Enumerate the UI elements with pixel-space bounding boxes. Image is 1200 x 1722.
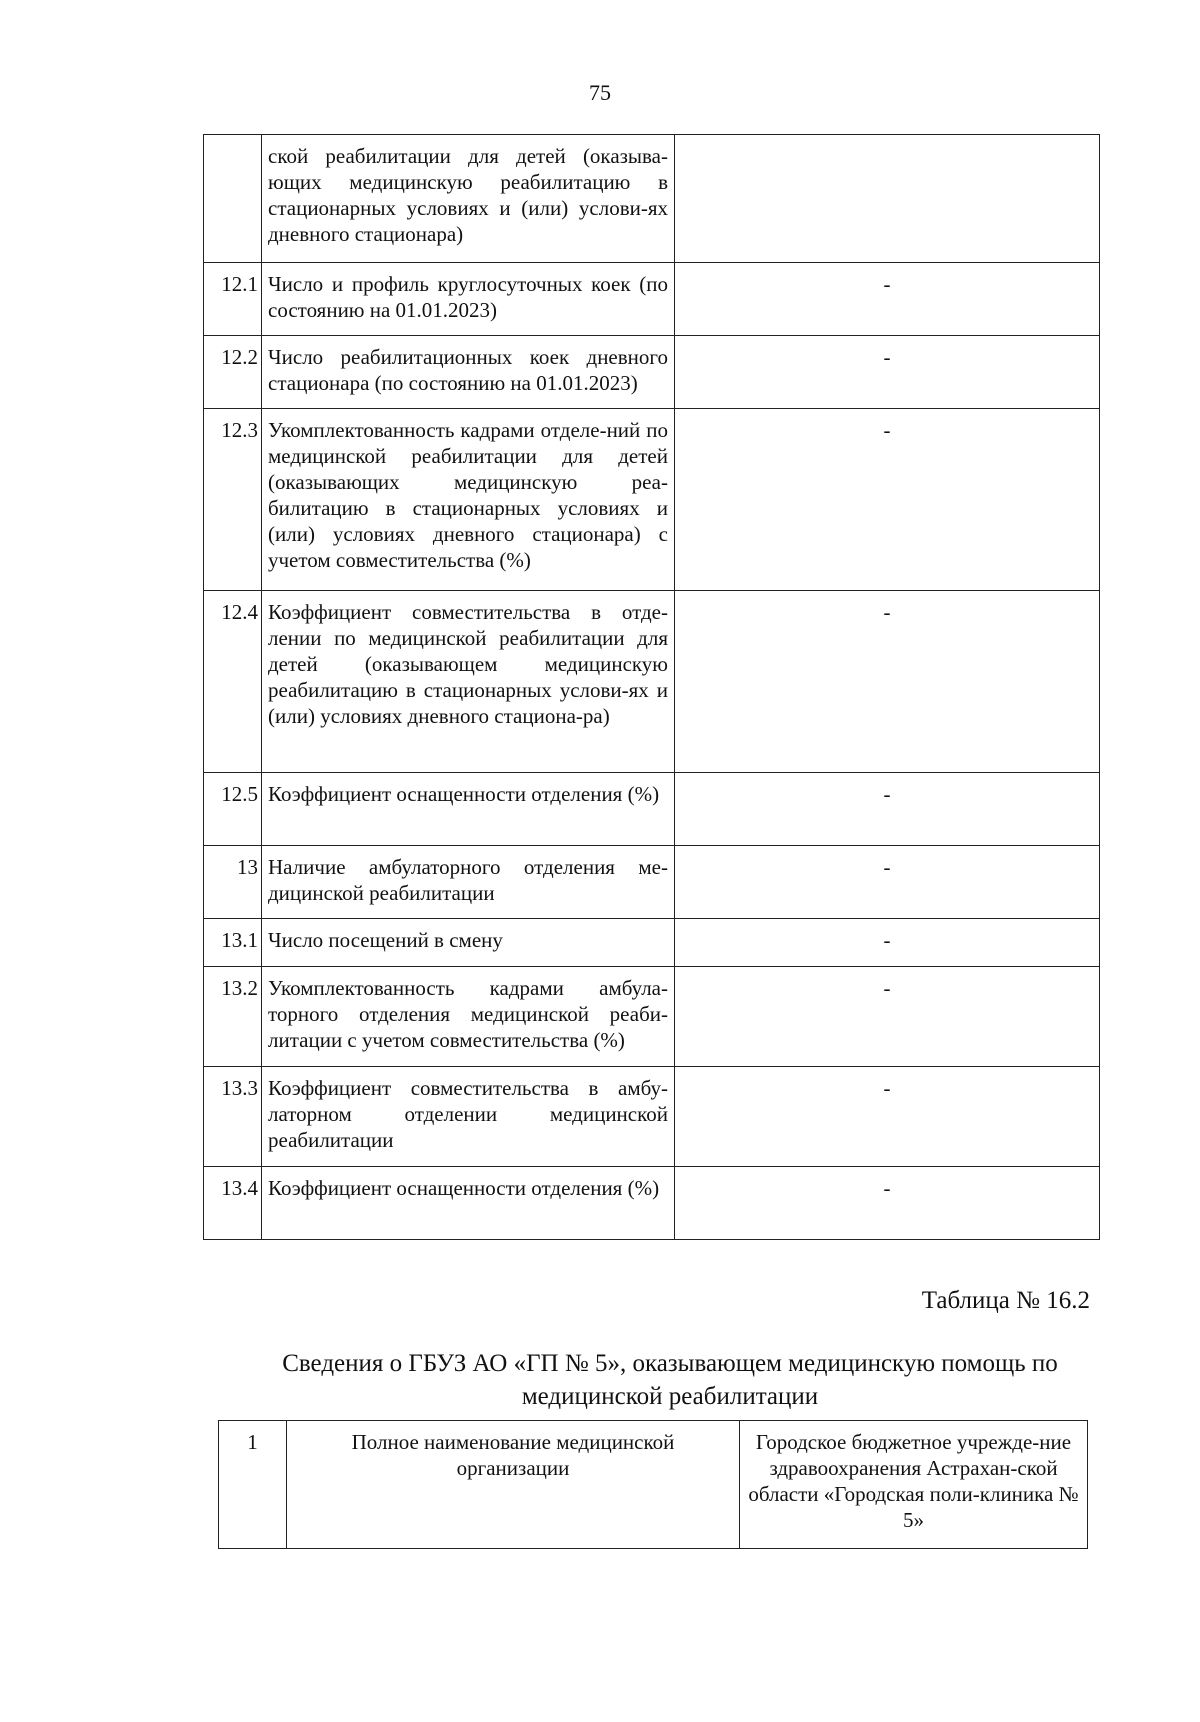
row-value: -: [675, 773, 1100, 846]
section-title: Сведения о ГБУЗ АО «ГП № 5», оказывающем медицинскую помощь по медицинской реабилитации: [282, 1350, 1058, 1410]
row-description: Коэффициент совместительства в амбу-латорном отделении медицинской реабилитации: [262, 1067, 675, 1167]
row-value: -: [675, 591, 1100, 773]
row-description: ской реабилитации для детей (оказыва-ющих медицинскую реабилитацию в стационарных условиях и (или) услови-ях дневного стационара): [262, 135, 675, 263]
row-value: [675, 135, 1100, 263]
row-number: 1: [219, 1421, 287, 1549]
row-number: 12.1: [204, 263, 262, 336]
indicators-table: [203, 134, 1100, 1240]
row-description: Коэффициент оснащенности отделения (%): [262, 773, 675, 846]
table-row: [204, 846, 1100, 919]
table-row: [204, 773, 1100, 846]
row-description: Коэффициент совместительства в отде-лении по медицинской реабилитации для детей (оказывающем медицинскую реабилитацию в стационарных услови-ях и (или) условиях дневного стациона-ра): [262, 591, 675, 773]
table-row: [204, 967, 1100, 1067]
table-row: [204, 591, 1100, 773]
row-number: 13.3: [204, 1067, 262, 1167]
row-number: 13.2: [204, 967, 262, 1067]
table-row: [204, 135, 1100, 263]
row-number: 13.4: [204, 1167, 262, 1240]
row-description: Число реабилитационных коек дневного стационара (по состоянию на 01.01.2023): [262, 336, 675, 409]
row-value: -: [675, 846, 1100, 919]
table-row: [204, 1167, 1100, 1240]
row-number: [204, 135, 262, 263]
table-row: [219, 1421, 1088, 1549]
row-value: -: [675, 919, 1100, 967]
row-number: 13: [204, 846, 262, 919]
row-label: Полное наименование медицинской организации: [287, 1421, 740, 1549]
row-value: -: [675, 1167, 1100, 1240]
row-description: Укомплектованность кадрами отделе-ний по медицинской реабилитации для детей (оказывающих медицинскую реа-билитацию в стационарных условиях и (или) условиях дневного стационара) с учетом совместительства (%): [262, 409, 675, 591]
row-description: Укомплектованность кадрами амбула-торного отделения медицинской реаби-литации с учетом совместительства (%): [262, 967, 675, 1067]
table-caption: Таблица № 16.2: [921, 1287, 1090, 1314]
organization-table: [218, 1420, 1088, 1549]
row-value: -: [675, 409, 1100, 591]
table-row: [204, 919, 1100, 967]
row-description: Число посещений в смену: [262, 919, 675, 967]
row-number: 12.3: [204, 409, 262, 591]
row-number: 12.4: [204, 591, 262, 773]
table-row: [204, 263, 1100, 336]
row-number: 12.5: [204, 773, 262, 846]
row-number: 13.1: [204, 919, 262, 967]
row-value: -: [675, 1067, 1100, 1167]
table-row: [204, 1067, 1100, 1167]
table-row: [204, 409, 1100, 591]
row-value: -: [675, 263, 1100, 336]
table-row: [204, 336, 1100, 409]
row-description: Наличие амбулаторного отделения ме-дицинской реабилитации: [262, 846, 675, 919]
page-number: 75: [589, 80, 611, 105]
row-value: Городское бюджетное учрежде-ние здравоохранения Астрахан-ской области «Городская поли-клиника № 5»: [740, 1421, 1088, 1549]
row-value: -: [675, 967, 1100, 1067]
row-description: Число и профиль круглосуточных коек (по состоянию на 01.01.2023): [262, 263, 675, 336]
row-value: -: [675, 336, 1100, 409]
row-description: Коэффициент оснащенности отделения (%): [262, 1167, 675, 1240]
row-number: 12.2: [204, 336, 262, 409]
